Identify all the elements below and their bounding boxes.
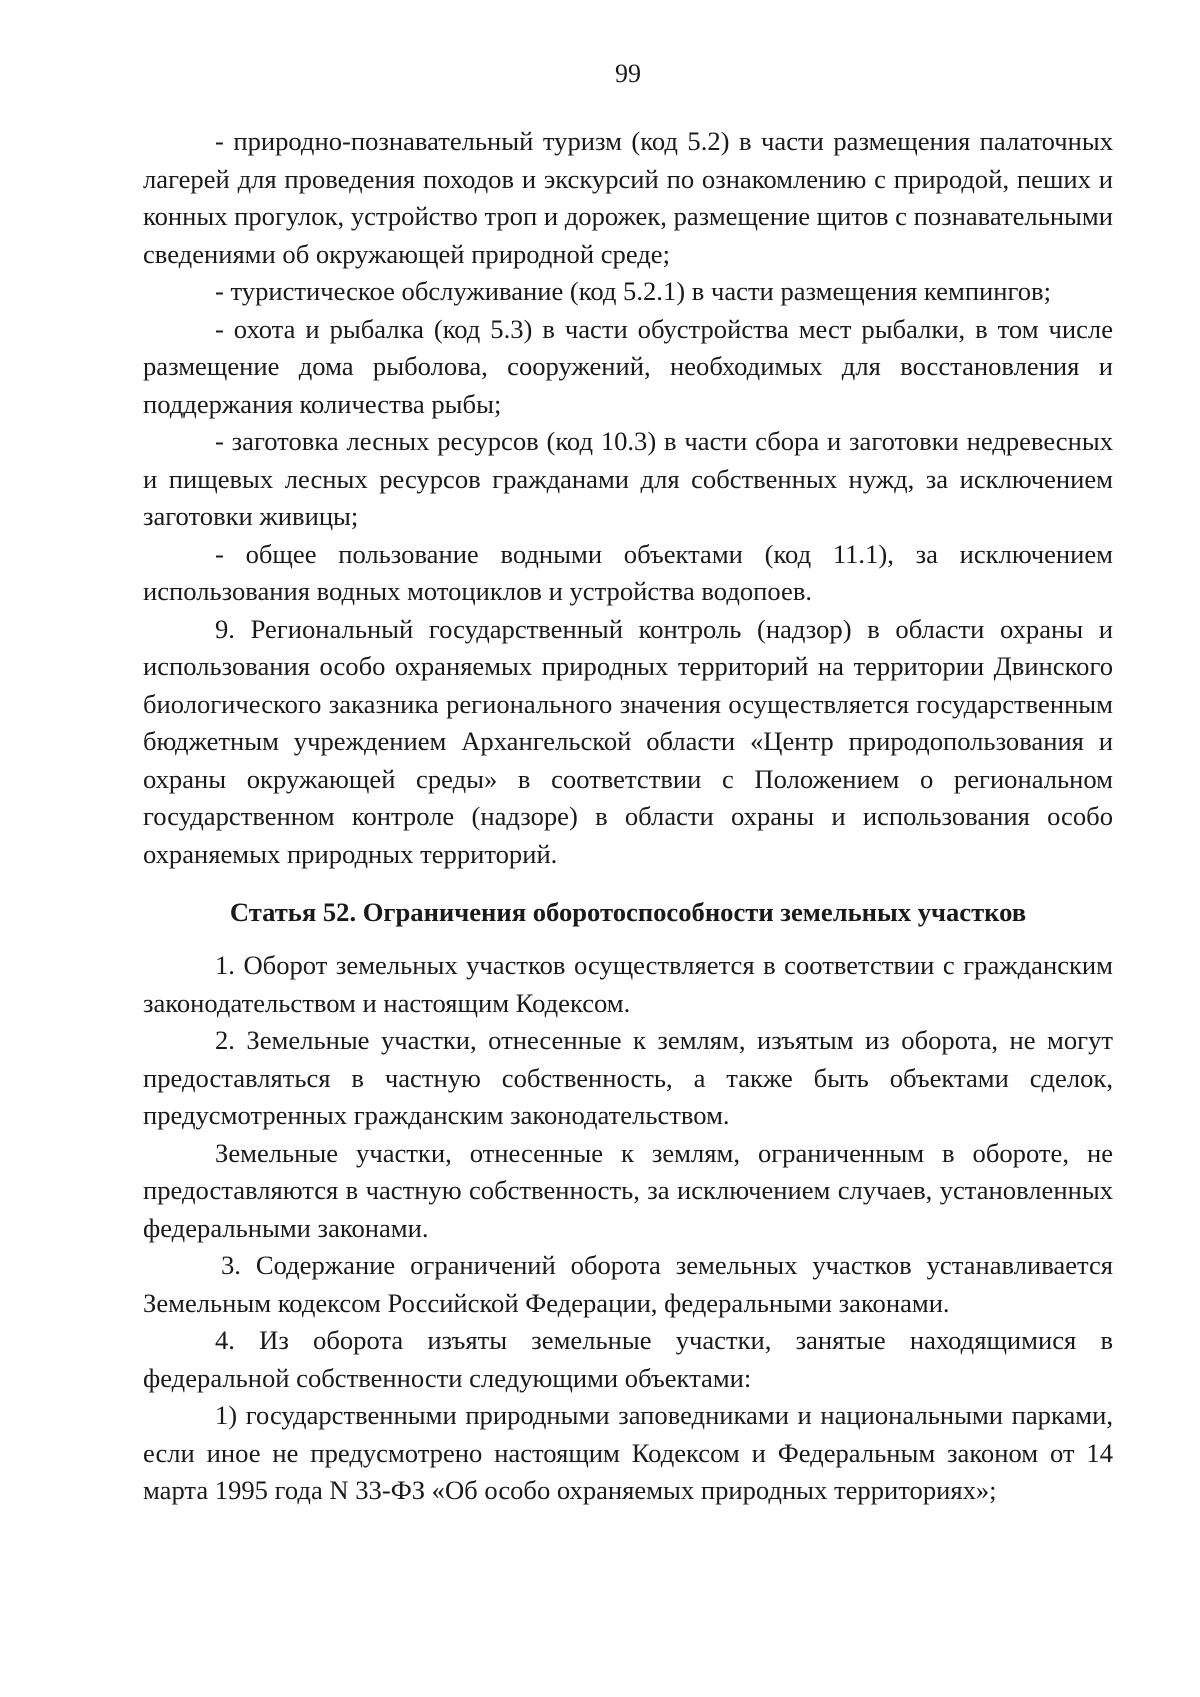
paragraph-nature-reserves: 1) государственными природными заповедниками и национальными парками, если иное не предусмотрено настоящим Кодексом и Федеральным законом от 14 марта 1995 года N 33-ФЗ «Об особо охраняемых природных территориях»;	[143, 1400, 1113, 1505]
paragraph-regional-control: 9. Региональный государственный контроль (надзор) в области охраны и использования особо охраняемых природных территорий на территории Двинского биологического заказника регионального значения осуществляется государственным бюджетным учреждением Архангельской области «Центр природопользования и охраны окружающей среды» в соответствии с Положением о региональном государственном контроле (надзоре) в области охраны и использования особо охраняемых природных территорий.	[143, 613, 1113, 869]
paragraph-restricted-lands: Земельные участки, отнесенные к землям, ограниченным в обороте, не предоставляются в частную собственность, за исключением случаев, установленных федеральными законами.	[143, 1137, 1113, 1243]
paragraph-nature-tourism: - природно-познавательный туризм (код 5.2) в части размещения палаточных лагерей для проведения походов и экскурсий по ознакомлению с природой, пеших и конных прогулок, устройство троп и дорожек, размещение щитов с познавательными сведениями об окружающей природной среде;	[143, 126, 1113, 269]
paragraph-tourist-service: - туристическое обслуживание (код 5.2.1) в части размещения кемпингов;	[215, 276, 1052, 306]
paragraph-withdrawn-lands: 2. Земельные участки, отнесенные к землям, изъятым из оборота, не могут предоставляться в частную собственность, а также быть объектами сделок, предусмотренных гражданским законодательством.	[143, 1025, 1113, 1130]
article-heading: Статья 52. Ограничения оборотоспособности земельных участков	[229, 897, 1027, 927]
page-number: 99	[615, 59, 641, 88]
paragraph-forest-resources: - заготовка лесных ресурсов (код 10.3) в части сбора и заготовки недревесных и пищевых лесных ресурсов гражданами для собственных нужд, за исключением заготовки живицы;	[143, 426, 1113, 531]
paragraph-hunting-fishing: - охота и рыбалка (код 5.3) в части обустройства мест рыбалки, в том числе размещение дома рыболова, сооружений, необходимых для восстановления и поддержания количества рыбы;	[143, 313, 1113, 419]
paragraph-land-turnover: 1. Оборот земельных участков осуществляется в соответствии с гражданским законодательством и настоящим Кодексом.	[143, 950, 1113, 1018]
paragraph-restriction-content: 3. Содержание ограничений оборота земельных участков устанавливается Земельным кодексом Российской Федерации, федеральными законами.	[143, 1250, 1113, 1318]
paragraph-withdrawn-plots: 4. Из оборота изъяты земельные участки, занятые находящимися в федеральной собственности следующими объектами:	[143, 1325, 1113, 1393]
document-body	[143, 123, 1113, 1510]
paragraph-water-objects: - общее пользование водными объектами (код 11.1), за исключением использования водных мотоциклов и устройства водопоев.	[143, 538, 1113, 606]
